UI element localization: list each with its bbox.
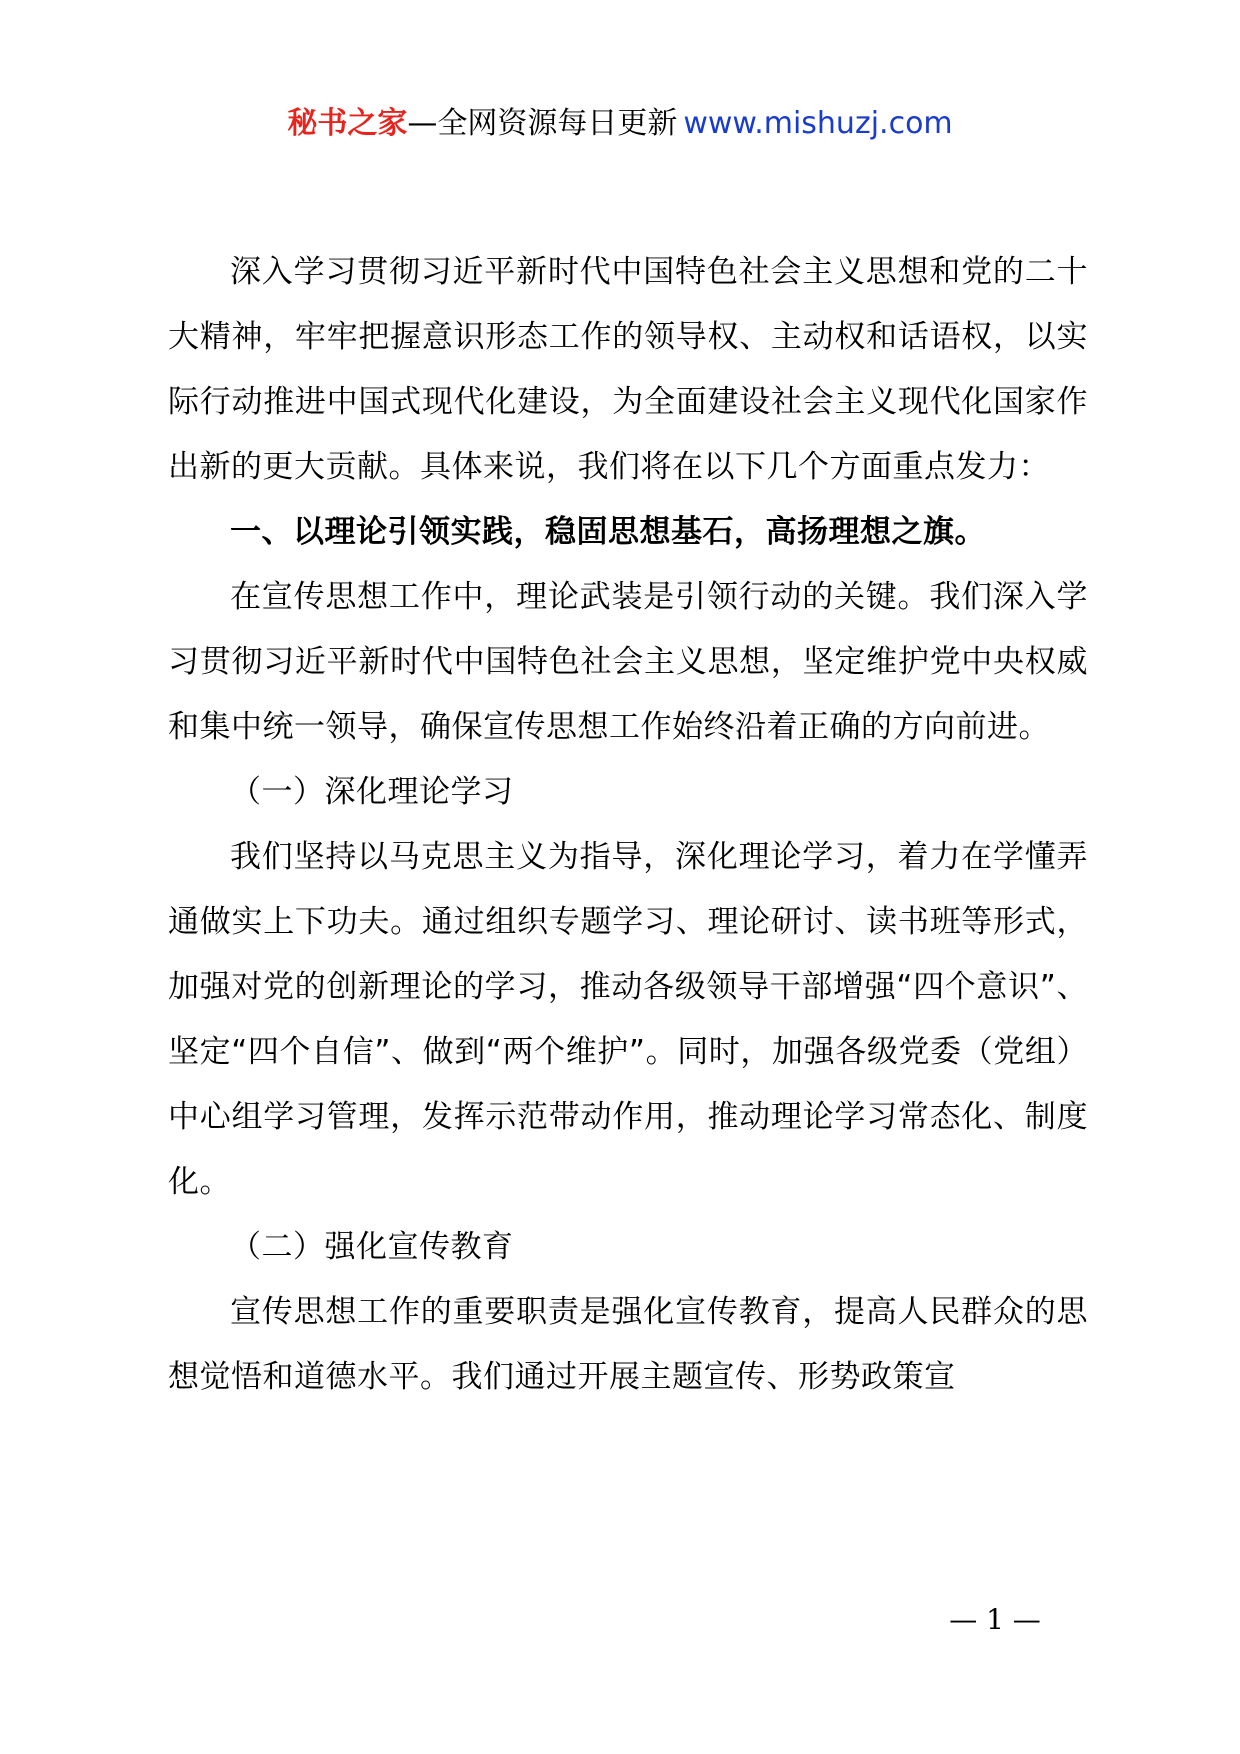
header-tagline: —全网资源每日更新 [407,106,678,141]
section-heading-1: 一、以理论引领实践，稳固思想基石，高扬理想之旗。 [230,514,986,550]
subsection-1-paragraph: 我们坚持以马克思主义为指导，深化理论学习，着力在学懂弄通做实上下功夫。通过组织专题学习、理论研讨、读书班等形式，加强对党的创新理论的学习，推动各级领导干部增强“四个意识”、坚定“四个自信”、做到“两个维护”。同时，加强各级党委（党组）中心组学习管理，发挥示范带动作用，推动理论学习常态化、制度化。 [168,839,1088,1200]
subsection-heading-2: （二）强化宣传教育 [230,1229,514,1265]
brand-name: 秘书之家 [287,106,408,141]
section-1-paragraph: 在宣传思想工作中，理论武装是引领行动的关键。我们深入学习贯彻习近平新时代中国特色社会主义思想，坚定维护党中央权威和集中统一领导，确保宣传思想工作始终沿着正确的方向前进。 [168,579,1088,745]
subsection-2-paragraph: 宣传思想工作的重要职责是强化宣传教育，提高人民群众的思想觉悟和道德水平。我们通过开展主题宣传、形势政策宣 [168,1294,1088,1395]
website-link[interactable]: www.mishuzj.com [683,106,953,141]
page-header [0,100,1240,148]
page-number: — 1 — [949,1603,1041,1636]
subsection-heading-1: （一）深化理论学习 [230,774,514,810]
intro-paragraph: 深入学习贯彻习近平新时代中国特色社会主义思想和党的二十大精神，牢牢把握意识形态工作的领导权、主动权和话语权，以实际行动推进中国式现代化建设，为全面建设社会主义现代化国家作出新的更大贡献。具体来说，我们将在以下几个方面重点发力： [168,254,1088,485]
document-body [168,240,1088,1410]
